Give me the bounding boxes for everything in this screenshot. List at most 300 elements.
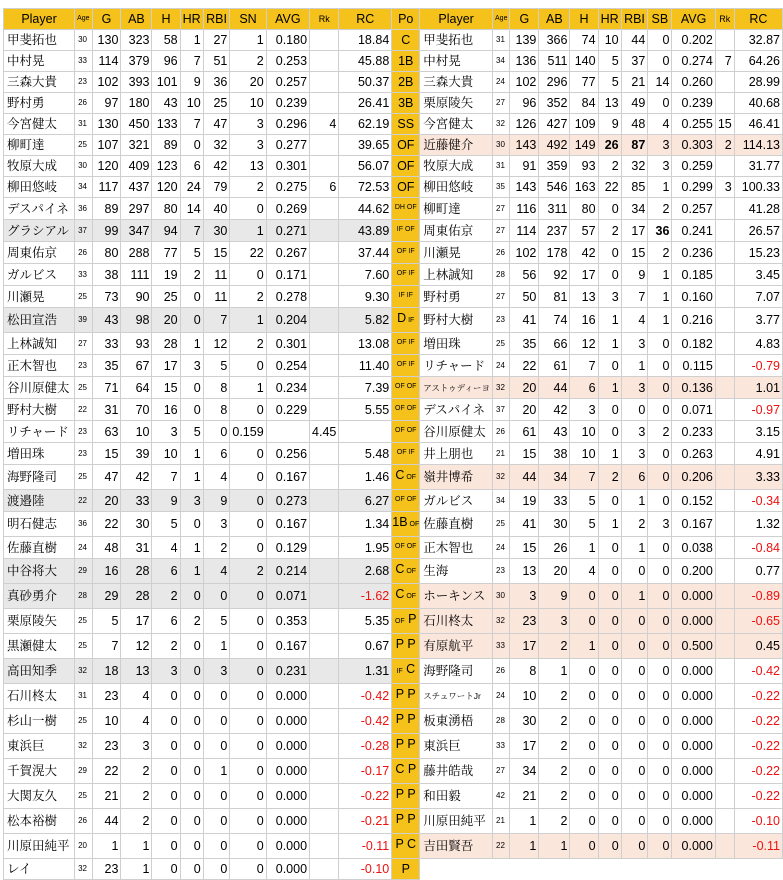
right-ab-cell: 38 <box>539 443 570 465</box>
left-sn-cell: 13 <box>230 156 266 177</box>
right-g-cell: 61 <box>510 421 539 443</box>
position-cell: 3B <box>392 93 420 114</box>
left-rbi-cell: 11 <box>203 264 230 286</box>
right-rk-cell <box>715 399 734 421</box>
right-rbi-cell: 1 <box>621 490 648 512</box>
right-h-cell: 140 <box>570 51 598 72</box>
left-g-cell: 33 <box>92 333 121 355</box>
left-avg-cell: 0.000 <box>266 759 309 784</box>
left-g-cell: 22 <box>92 759 121 784</box>
position-cell: OF IF <box>392 264 420 286</box>
left-avg-cell: 0.000 <box>266 709 309 734</box>
right-rbi-cell: 32 <box>621 156 648 177</box>
left-age-cell: 29 <box>75 759 92 784</box>
right-hr-cell: 0 <box>598 421 621 443</box>
left-rk-cell <box>310 242 339 264</box>
position-cell: D IF <box>392 308 420 333</box>
right-hr-cell: 0 <box>598 242 621 264</box>
right-player-cell: 上林誠知 <box>420 264 493 286</box>
right-age-cell: 27 <box>493 198 510 220</box>
right-sb-cell: 2 <box>648 421 672 443</box>
header-hr-left: HR <box>180 9 203 30</box>
left-h-cell: 94 <box>152 220 180 242</box>
left-h-cell: 0 <box>152 834 180 859</box>
left-player-cell: 増田珠 <box>4 443 75 465</box>
right-ab-cell: 352 <box>539 93 570 114</box>
left-g-cell: 20 <box>92 490 121 512</box>
right-g-cell: 19 <box>510 490 539 512</box>
left-rc-cell: 37.44 <box>339 242 392 264</box>
right-avg-cell: 0.000 <box>672 609 715 634</box>
left-avg-cell: 0.301 <box>266 156 309 177</box>
left-rc-cell: 13.08 <box>339 333 392 355</box>
left-h-cell: 77 <box>152 242 180 264</box>
right-ab-cell: 33 <box>539 490 570 512</box>
right-avg-cell: 0.167 <box>672 512 715 537</box>
left-player-cell: 周東佑京 <box>4 242 75 264</box>
left-g-cell: 114 <box>92 51 121 72</box>
left-rk-cell <box>310 559 339 584</box>
position-cell: IF IF <box>392 286 420 308</box>
left-avg-cell: 0.296 <box>266 114 309 135</box>
left-player-cell: 中村晃 <box>4 51 75 72</box>
left-ab-cell: 2 <box>121 809 152 834</box>
left-g-cell: 130 <box>92 114 121 135</box>
right-rc-cell: 3.33 <box>734 465 782 490</box>
right-ab-cell: 44 <box>539 377 570 399</box>
right-h-cell: 109 <box>570 114 598 135</box>
position-cell: IF OF <box>392 220 420 242</box>
left-rc-cell <box>339 421 392 443</box>
right-g-cell: 136 <box>510 51 539 72</box>
left-h-cell: 58 <box>152 30 180 51</box>
right-hr-cell: 5 <box>598 51 621 72</box>
right-player-cell: デスパイネ <box>420 399 493 421</box>
left-h-cell: 5 <box>152 512 180 537</box>
left-avg-cell: 0.229 <box>266 399 309 421</box>
left-hr-cell: 6 <box>180 156 203 177</box>
right-rc-cell: 40.68 <box>734 93 782 114</box>
right-avg-cell: 0.038 <box>672 537 715 559</box>
right-hr-cell: 0 <box>598 684 621 709</box>
left-hr-cell: 7 <box>180 114 203 135</box>
left-h-cell: 43 <box>152 93 180 114</box>
left-sn-cell: 2 <box>230 177 266 198</box>
left-age-cell: 30 <box>75 156 92 177</box>
left-player-cell: 佐藤直樹 <box>4 537 75 559</box>
right-g-cell: 17 <box>510 634 539 659</box>
left-sn-cell: 0 <box>230 709 266 734</box>
right-g-cell: 15 <box>510 537 539 559</box>
left-ab-cell: 180 <box>121 93 152 114</box>
left-rc-cell: 7.39 <box>339 377 392 399</box>
header-hr-right: HR <box>598 9 621 30</box>
right-rk-cell <box>715 784 734 809</box>
right-age-cell: 42 <box>493 784 510 809</box>
empty-cell <box>648 859 672 880</box>
left-sn-cell: 0 <box>230 490 266 512</box>
left-hr-cell: 0 <box>180 286 203 308</box>
right-rbi-cell: 0 <box>621 759 648 784</box>
left-age-cell: 25 <box>75 286 92 308</box>
right-player-cell: 柳町達 <box>420 198 493 220</box>
right-rbi-cell: 37 <box>621 51 648 72</box>
right-hr-cell: 2 <box>598 220 621 242</box>
left-sn-cell: 1 <box>230 30 266 51</box>
left-hr-cell: 14 <box>180 198 203 220</box>
right-age-cell: 27 <box>493 93 510 114</box>
right-rbi-cell: 0 <box>621 399 648 421</box>
right-age-cell: 25 <box>493 333 510 355</box>
left-h-cell: 6 <box>152 559 180 584</box>
left-age-cell: 32 <box>75 734 92 759</box>
right-hr-cell: 9 <box>598 114 621 135</box>
right-ab-cell: 66 <box>539 333 570 355</box>
right-ab-cell: 74 <box>539 308 570 333</box>
right-h-cell: 0 <box>570 834 598 859</box>
right-avg-cell: 0.136 <box>672 377 715 399</box>
right-rbi-cell: 48 <box>621 114 648 135</box>
left-player-cell: 海野隆司 <box>4 465 75 490</box>
right-ab-cell: 9 <box>539 584 570 609</box>
position-cell: P P <box>392 709 420 734</box>
right-ab-cell: 30 <box>539 512 570 537</box>
right-ab-cell: 1 <box>539 659 570 684</box>
right-rbi-cell: 3 <box>621 443 648 465</box>
left-sn-cell: 2 <box>230 51 266 72</box>
left-g-cell: 15 <box>92 443 121 465</box>
right-hr-cell: 22 <box>598 177 621 198</box>
left-player-cell: 真砂勇介 <box>4 584 75 609</box>
left-hr-cell: 0 <box>180 377 203 399</box>
right-ab-cell: 61 <box>539 355 570 377</box>
right-h-cell: 0 <box>570 684 598 709</box>
right-avg-cell: 0.500 <box>672 634 715 659</box>
left-rk-cell <box>310 377 339 399</box>
right-ab-cell: 237 <box>539 220 570 242</box>
left-sn-cell: 0 <box>230 634 266 659</box>
left-player-cell: 黒瀬健太 <box>4 634 75 659</box>
left-rc-cell: 39.65 <box>339 135 392 156</box>
left-ab-cell: 1 <box>121 859 152 880</box>
right-sb-cell: 0 <box>648 684 672 709</box>
right-hr-cell: 0 <box>598 264 621 286</box>
left-player-cell: 松本裕樹 <box>4 809 75 834</box>
left-rbi-cell: 0 <box>203 421 230 443</box>
right-h-cell: 10 <box>570 421 598 443</box>
left-rc-cell: -0.21 <box>339 809 392 834</box>
right-avg-cell: 0.000 <box>672 584 715 609</box>
left-g-cell: 21 <box>92 784 121 809</box>
left-player-cell: 明石健志 <box>4 512 75 537</box>
left-ab-cell: 3 <box>121 734 152 759</box>
left-rk-cell <box>310 220 339 242</box>
right-g-cell: 143 <box>510 135 539 156</box>
left-rbi-cell: 3 <box>203 659 230 684</box>
left-rc-cell: 2.68 <box>339 559 392 584</box>
left-player-cell: デスパイネ <box>4 198 75 220</box>
left-rbi-cell: 51 <box>203 51 230 72</box>
right-sb-cell: 0 <box>648 659 672 684</box>
right-hr-cell: 3 <box>598 286 621 308</box>
right-sb-cell: 0 <box>648 355 672 377</box>
right-sb-cell: 0 <box>648 443 672 465</box>
right-age-cell: 26 <box>493 659 510 684</box>
right-hr-cell: 0 <box>598 759 621 784</box>
left-rc-cell: -1.62 <box>339 584 392 609</box>
left-age-cell: 22 <box>75 490 92 512</box>
empty-cell <box>734 859 782 880</box>
left-rc-cell: 72.53 <box>339 177 392 198</box>
right-age-cell: 25 <box>493 512 510 537</box>
left-g-cell: 44 <box>92 809 121 834</box>
left-rk-cell: 6 <box>310 177 339 198</box>
left-hr-cell: 0 <box>180 634 203 659</box>
left-ab-cell: 39 <box>121 443 152 465</box>
left-h-cell: 28 <box>152 333 180 355</box>
left-h-cell: 4 <box>152 537 180 559</box>
left-h-cell: 0 <box>152 734 180 759</box>
left-ab-cell: 450 <box>121 114 152 135</box>
right-rc-cell: 4.83 <box>734 333 782 355</box>
left-age-cell: 31 <box>75 114 92 135</box>
right-sb-cell: 0 <box>648 333 672 355</box>
right-ab-cell: 427 <box>539 114 570 135</box>
right-player-cell: 生海 <box>420 559 493 584</box>
right-rbi-cell: 0 <box>621 659 648 684</box>
left-hr-cell: 9 <box>180 72 203 93</box>
right-rc-cell: -0.84 <box>734 537 782 559</box>
left-sn-cell: 0 <box>230 859 266 880</box>
left-player-cell: 東浜巨 <box>4 734 75 759</box>
left-h-cell: 3 <box>152 421 180 443</box>
right-sb-cell: 2 <box>648 242 672 264</box>
position-cell: OF IF <box>392 333 420 355</box>
position-cell: C OF <box>392 559 420 584</box>
right-h-cell: 6 <box>570 377 598 399</box>
left-rk-cell <box>310 443 339 465</box>
table-row <box>4 156 783 177</box>
right-rk-cell <box>715 465 734 490</box>
right-ab-cell: 20 <box>539 559 570 584</box>
empty-cell <box>493 859 510 880</box>
left-ab-cell: 42 <box>121 465 152 490</box>
table-row <box>4 584 783 609</box>
table-row <box>4 333 783 355</box>
header-h-right: H <box>570 9 598 30</box>
right-avg-cell: 0.000 <box>672 759 715 784</box>
left-hr-cell: 3 <box>180 490 203 512</box>
left-avg-cell: 0.000 <box>266 734 309 759</box>
left-avg-cell: 0.254 <box>266 355 309 377</box>
empty-cell <box>715 859 734 880</box>
position-cell: OF OF <box>392 537 420 559</box>
right-ab-cell: 1 <box>539 834 570 859</box>
table-row <box>4 809 783 834</box>
left-avg-cell: 0.271 <box>266 220 309 242</box>
right-ab-cell: 43 <box>539 421 570 443</box>
left-rc-cell: 5.82 <box>339 308 392 333</box>
left-player-cell: 大関友久 <box>4 784 75 809</box>
right-g-cell: 15 <box>510 443 539 465</box>
left-rk-cell: 4.45 <box>310 421 339 443</box>
right-rbi-cell: 0 <box>621 609 648 634</box>
left-h-cell: 9 <box>152 490 180 512</box>
right-age-cell: 34 <box>493 490 510 512</box>
left-rbi-cell: 8 <box>203 399 230 421</box>
right-player-cell: 吉田賢吾 <box>420 834 493 859</box>
right-rc-cell: -0.97 <box>734 399 782 421</box>
left-sn-cell: 0 <box>230 584 266 609</box>
table-row <box>4 177 783 198</box>
left-avg-cell: 0.129 <box>266 537 309 559</box>
right-h-cell: 4 <box>570 559 598 584</box>
empty-cell <box>510 859 539 880</box>
right-rbi-cell: 1 <box>621 355 648 377</box>
left-g-cell: 89 <box>92 198 121 220</box>
left-sn-cell: 3 <box>230 114 266 135</box>
left-ab-cell: 17 <box>121 609 152 634</box>
right-ab-cell: 2 <box>539 709 570 734</box>
left-ab-cell: 111 <box>121 264 152 286</box>
left-age-cell: 33 <box>75 51 92 72</box>
left-h-cell: 0 <box>152 809 180 834</box>
left-player-cell: 千賀滉大 <box>4 759 75 784</box>
table-row <box>4 443 783 465</box>
right-age-cell: 32 <box>493 465 510 490</box>
right-age-cell: 24 <box>493 72 510 93</box>
right-rc-cell: -0.22 <box>734 709 782 734</box>
right-rk-cell <box>715 156 734 177</box>
left-player-cell: 柳田悠岐 <box>4 177 75 198</box>
left-avg-cell: 0.275 <box>266 177 309 198</box>
left-age-cell: 22 <box>75 399 92 421</box>
table-row <box>4 355 783 377</box>
right-hr-cell: 0 <box>598 537 621 559</box>
right-age-cell: 32 <box>493 114 510 135</box>
header-h-left: H <box>152 9 180 30</box>
left-h-cell: 6 <box>152 609 180 634</box>
left-avg-cell: 0.071 <box>266 584 309 609</box>
left-age-cell: 25 <box>75 784 92 809</box>
right-player-cell: 野村勇 <box>420 286 493 308</box>
table-row <box>4 490 783 512</box>
right-sb-cell: 0 <box>648 30 672 51</box>
left-ab-cell: 297 <box>121 198 152 220</box>
left-g-cell: 48 <box>92 537 121 559</box>
left-g-cell: 71 <box>92 377 121 399</box>
left-player-cell: 栗原陵矢 <box>4 609 75 634</box>
table-row <box>4 51 783 72</box>
left-rc-cell: 50.37 <box>339 72 392 93</box>
right-rc-cell: -0.22 <box>734 759 782 784</box>
left-rbi-cell: 0 <box>203 859 230 880</box>
left-g-cell: 5 <box>92 609 121 634</box>
left-rc-cell: 7.60 <box>339 264 392 286</box>
right-ab-cell: 178 <box>539 242 570 264</box>
right-rk-cell <box>715 709 734 734</box>
right-rc-cell: -0.79 <box>734 355 782 377</box>
table-row <box>4 114 783 135</box>
right-player-cell: 谷川原健太 <box>420 421 493 443</box>
header-avg-left: AVG <box>266 9 309 30</box>
right-player-cell: 川瀬晃 <box>420 242 493 264</box>
left-rbi-cell: 0 <box>203 584 230 609</box>
left-hr-cell: 1 <box>180 333 203 355</box>
right-rbi-cell: 0 <box>621 809 648 834</box>
left-ab-cell: 28 <box>121 559 152 584</box>
left-player-cell: 三森大貴 <box>4 72 75 93</box>
left-rc-cell: 5.35 <box>339 609 392 634</box>
left-rbi-cell: 11 <box>203 286 230 308</box>
right-rc-cell: 15.23 <box>734 242 782 264</box>
left-hr-cell: 0 <box>180 584 203 609</box>
right-rk-cell <box>715 634 734 659</box>
right-g-cell: 126 <box>510 114 539 135</box>
header-age-right: Age <box>493 9 510 30</box>
right-g-cell: 20 <box>510 399 539 421</box>
right-rc-cell: 1.32 <box>734 512 782 537</box>
right-avg-cell: 0.236 <box>672 242 715 264</box>
right-player-cell: 正木智也 <box>420 537 493 559</box>
header-g-left: G <box>92 9 121 30</box>
left-age-cell: 36 <box>75 512 92 537</box>
left-sn-cell: 20 <box>230 72 266 93</box>
right-rc-cell: 0.77 <box>734 559 782 584</box>
left-avg-cell: 0.239 <box>266 93 309 114</box>
left-rbi-cell: 0 <box>203 809 230 834</box>
right-sb-cell: 1 <box>648 177 672 198</box>
right-rbi-cell: 4 <box>621 308 648 333</box>
right-sb-cell: 0 <box>648 490 672 512</box>
left-age-cell: 30 <box>75 30 92 51</box>
right-sb-cell: 0 <box>648 559 672 584</box>
left-hr-cell: 0 <box>180 834 203 859</box>
right-rbi-cell: 0 <box>621 709 648 734</box>
left-rbi-cell: 15 <box>203 242 230 264</box>
left-rbi-cell: 6 <box>203 443 230 465</box>
right-avg-cell: 0.000 <box>672 709 715 734</box>
right-hr-cell: 1 <box>598 308 621 333</box>
right-age-cell: 34 <box>493 51 510 72</box>
right-ab-cell: 26 <box>539 537 570 559</box>
right-rbi-cell: 85 <box>621 177 648 198</box>
right-hr-cell: 5 <box>598 72 621 93</box>
right-sb-cell: 0 <box>648 759 672 784</box>
left-ab-cell: 2 <box>121 784 152 809</box>
left-g-cell: 10 <box>92 709 121 734</box>
position-cell: P P <box>392 734 420 759</box>
right-ab-cell: 492 <box>539 135 570 156</box>
right-rbi-cell: 44 <box>621 30 648 51</box>
right-player-cell: 三森大貴 <box>420 72 493 93</box>
right-g-cell: 8 <box>510 659 539 684</box>
left-avg-cell: 0.267 <box>266 242 309 264</box>
right-hr-cell: 0 <box>598 659 621 684</box>
right-g-cell: 22 <box>510 355 539 377</box>
right-player-cell: アストゥディーヨ <box>420 377 493 399</box>
left-rbi-cell: 5 <box>203 609 230 634</box>
right-rk-cell <box>715 93 734 114</box>
right-sb-cell: 0 <box>648 465 672 490</box>
left-g-cell: 23 <box>92 684 121 709</box>
right-hr-cell: 2 <box>598 156 621 177</box>
right-sb-cell: 0 <box>648 734 672 759</box>
left-ab-cell: 13 <box>121 659 152 684</box>
right-age-cell: 27 <box>493 220 510 242</box>
left-hr-cell: 1 <box>180 30 203 51</box>
right-rbi-cell: 0 <box>621 684 648 709</box>
